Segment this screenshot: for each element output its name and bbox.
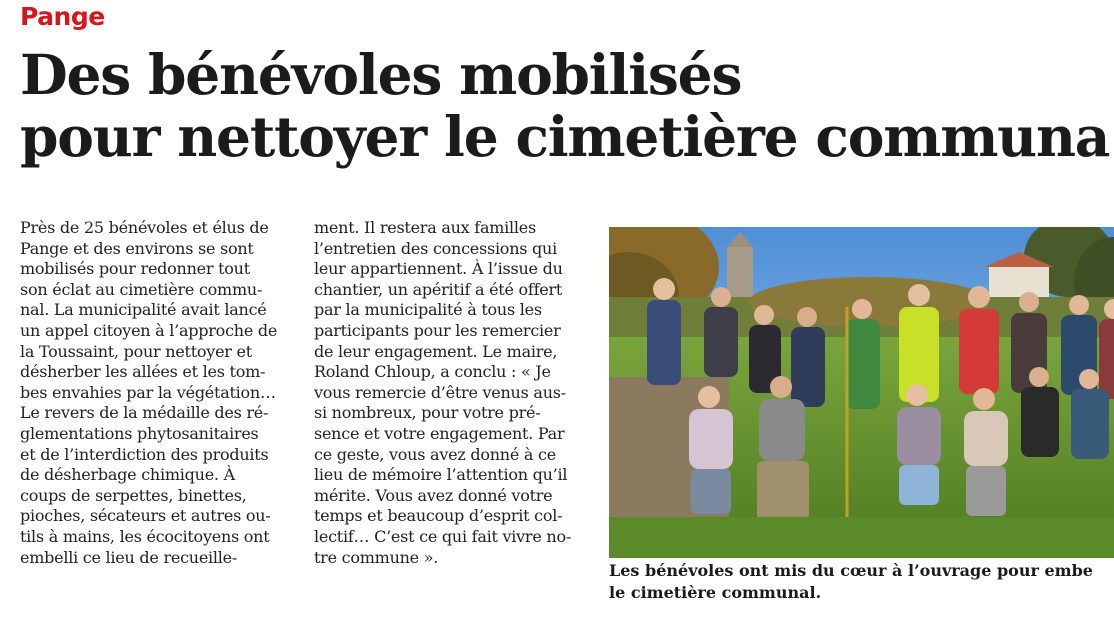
body-text-line: tre commune ». [314,547,439,567]
body-text-line: Roland Chloup, a conclu : « Je [314,362,551,382]
body-text-line: Le revers de la médaille des ré- [20,403,269,423]
body-column-2 [314,218,586,568]
body-text-line: nal. La municipalité avait lancé [20,300,267,320]
body-text-line: lectif… C’est ce qui fait vivre no- [314,526,571,546]
body-text-line: coups de serpettes, binettes, [20,485,247,505]
body-text-line: Pange et des environs se sont [20,238,254,258]
section-kicker: Pange [20,2,105,31]
article-photo [609,227,1114,558]
body-text-line: embelli ce lieu de recueille- [20,547,238,567]
body-text-line: mérite. Vous avez donné votre [314,485,553,505]
photo-caption [609,560,1093,604]
body-text-line: ment. Il restera aux familles [314,218,536,237]
body-text-line: de désherbage chimique. À [20,465,235,485]
body-text-line: mobilisés pour redonner tout [20,259,250,279]
caption-line-2: le cimetière communal. [609,583,822,602]
body-text-line: chantier, un apéritif a été offert [314,279,563,299]
body-text-line: temps et beaucoup d’esprit col- [314,506,563,526]
body-text-line: vous remercie d’être venus aus- [314,382,566,402]
body-text-line: désherber les allées et les tom- [20,362,266,382]
group-photo-illustration [609,227,1114,558]
body-text-line: lieu de mémoire l’attention qu’il [314,465,568,485]
body-text-line: un appel citoyen à l’approche de [20,320,278,340]
article-headline [20,44,1114,168]
body-text-line: pioches, sécateurs et autres ou- [20,506,271,526]
caption-line-1: Les bénévoles ont mis du cœur à l’ouvrage pour embe [609,561,1093,580]
body-text-line: Près de 25 bénévoles et élus de [20,218,269,237]
body-text-line: la Toussaint, pour nettoyer et [20,341,252,361]
body-text-line: participants pour les remercier [314,320,561,340]
body-text-line: par la municipalité à tous les [314,300,542,320]
body-text-line: tils à mains, les écocitoyens ont [20,526,270,546]
body-text-line: bes envahies par la végétation… [20,382,276,402]
body-text-line: de leur engagement. Le maire, [314,341,558,361]
body-text-line: son éclat au cimetière commu- [20,279,263,299]
body-text-line: leur appartiennent. À l’issue du [314,259,563,279]
body-text-line: sence et votre engagement. Par [314,423,565,443]
body-column-1 [20,218,292,568]
headline-line-1: Des bénévoles mobilisés [20,42,742,107]
body-text-line: ce geste, vous avez donné à ce [314,444,556,464]
body-text-line: et de l’interdiction des produits [20,444,269,464]
body-text-line: l’entretien des concessions qui [314,238,557,258]
body-text-line: glementations phytosanitaires [20,423,259,443]
headline-line-2: pour nettoyer le cimetière communa [20,104,1110,169]
body-text-line: si nombreux, pour votre pré- [314,403,541,423]
